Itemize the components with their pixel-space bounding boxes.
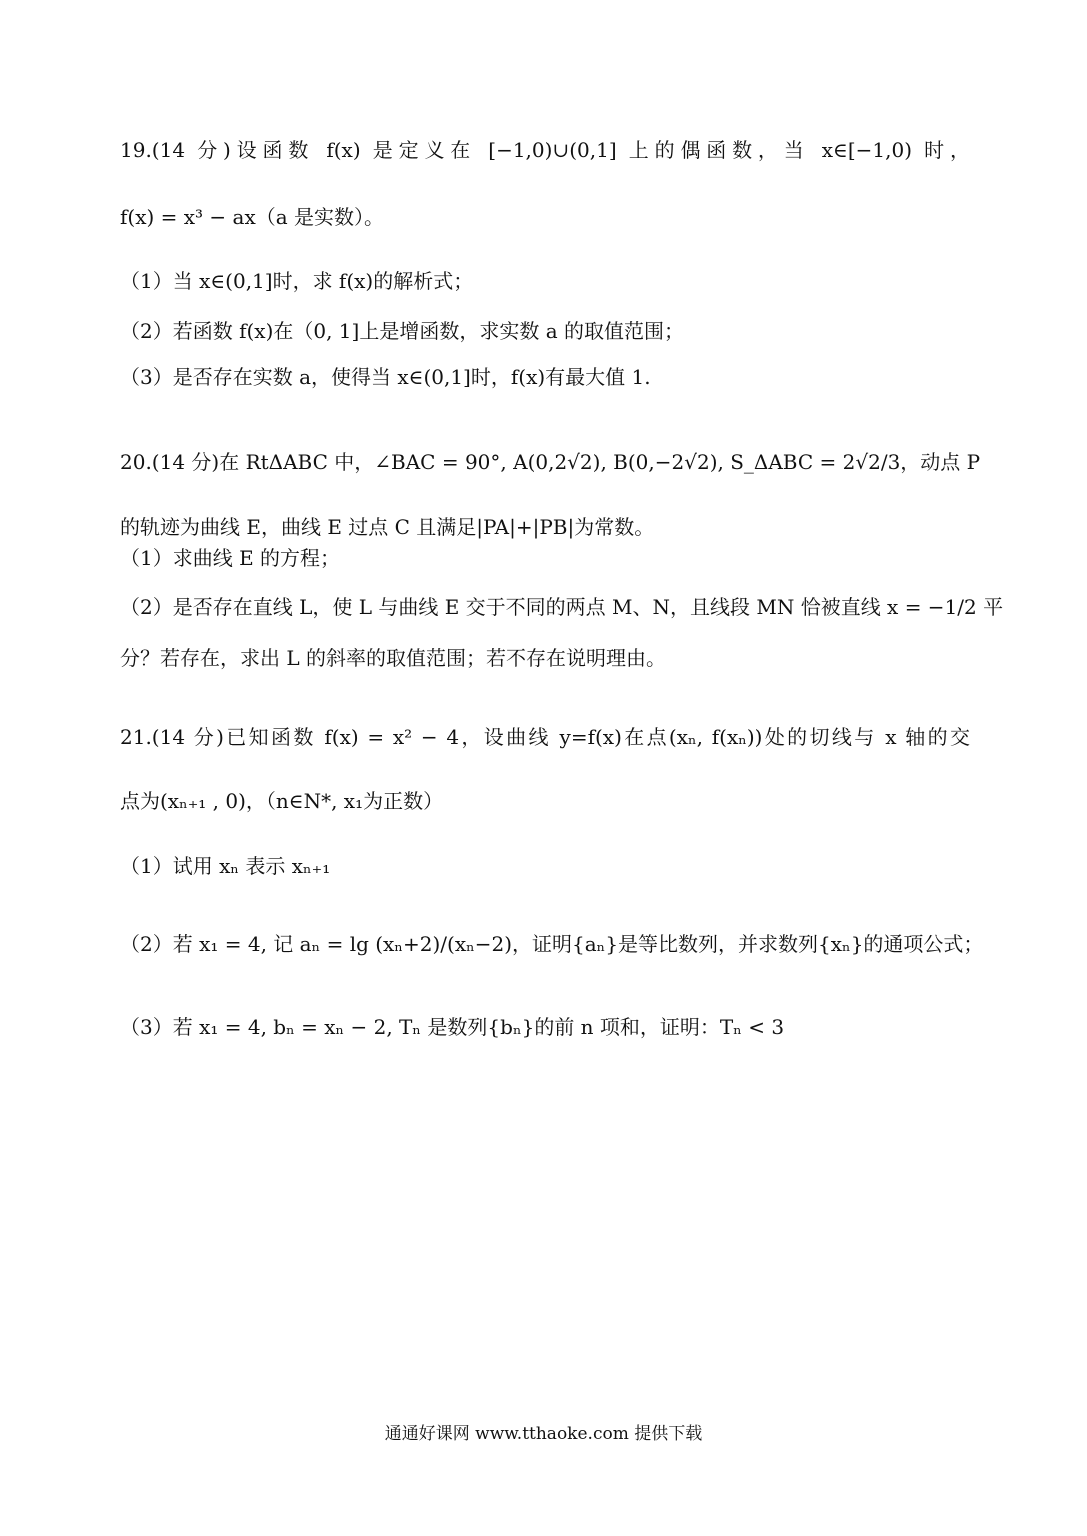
q21-part-2: （2）若 x₁ = 4, 记 aₙ = lg (xₙ+2)/(xₙ−2)，证明{aₙ}是等比数列，并求数列{xₙ}的通项公式； [120, 932, 984, 956]
q20-stem-line-1: 20.(14 分)在 RtΔABC 中，∠BAC = 90°, A(0,2√2), B(0,−2√2), S_ΔABC = 2√2/3，动点 P [120, 450, 981, 474]
q19-part-1: （1）当 x∈(0,1]时，求 f(x)的解析式； [120, 269, 474, 293]
q20-part-1: （1）求曲线 E 的方程； [120, 546, 341, 570]
q21-stem-line-2: 点为(xₙ₊₁ , 0)，（n∈N*, x₁为正数） [120, 789, 444, 813]
q20-part-2-line-1: （2）是否存在直线 L，使 L 与曲线 E 交于不同的两点 M、N，且线段 MN 恰被直线 x = −1/2 平 [120, 595, 1004, 619]
footer-download-credit: 通通好课网 www.tthaoke.com 提供下载 [384, 1424, 703, 1444]
q21-part-1: （1）试用 xₙ 表示 xₙ₊₁ [120, 854, 331, 878]
q19-stem-line-1: 19.(14 分)设函数 f(x) 是定义在 [−1,0)∪(0,1] 上的偶函数，当 x∈[−1,0) 时， [120, 138, 970, 162]
q19-stem-line-2: f(x) = x³ − ax（a 是实数）。 [120, 205, 385, 229]
q19-part-2: （2）若函数 f(x)在（0, 1]上是增函数，求实数 a 的取值范围； [120, 319, 684, 343]
q20-stem-line-2: 的轨迹为曲线 E，曲线 E 过点 C 且满足|PA|+|PB|为常数。 [120, 515, 655, 539]
q20-part-2-line-2: 分？若存在，求出 L 的斜率的取值范围；若不存在说明理由。 [120, 646, 666, 670]
q19-part-3: （3）是否存在实数 a，使得当 x∈(0,1]时，f(x)有最大值 1. [120, 365, 651, 389]
q21-stem-line-1: 21.(14 分)已知函数 f(x) = x² − 4，设曲线 y=f(x)在点(xₙ, f(xₙ))处的切线与 x 轴的交 [120, 725, 970, 749]
q21-part-3: （3）若 x₁ = 4, bₙ = xₙ − 2, Tₙ 是数列{bₙ}的前 n 项和，证明：Tₙ < 3 [120, 1015, 785, 1039]
